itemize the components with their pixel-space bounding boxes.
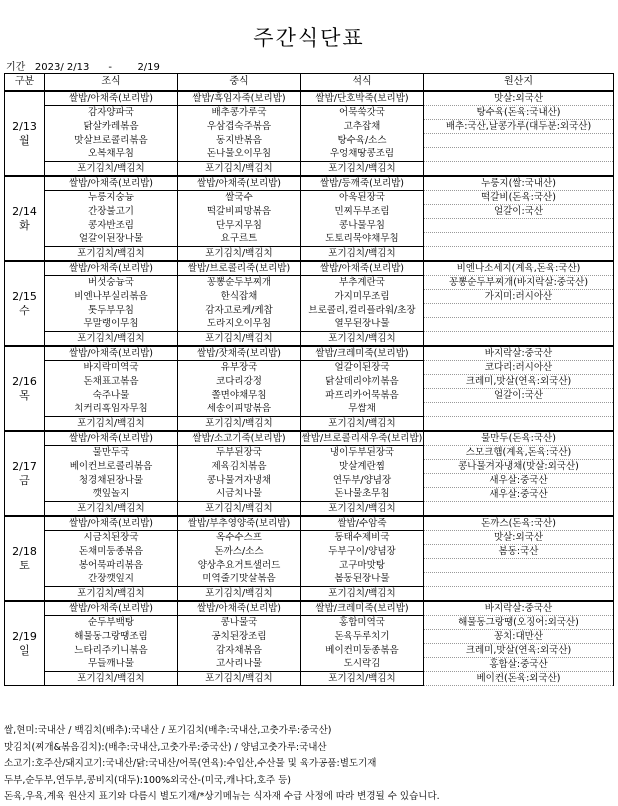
dinner-item: 두부구이/양념장 [301,545,424,559]
header-dinner: 석식 [301,74,424,92]
breakfast-item: 쌀밥/아채죽(보리밥) [45,346,178,361]
day-weekday: 월 [19,133,30,147]
dinner-item: 포기김치/백김치 [301,417,424,432]
period-range: 2023/ 2/13 - 2/19 [34,62,160,73]
dinner-item: 포기김치/백김치 [301,247,424,262]
day-date: 2/19 [12,629,37,643]
note-line: 돈육,우육,계육 원산지 표기와 다름시 별도기재/*상기메뉴는 식자재 수급 사정에 따라 변경될 수 있습니다. [4,791,440,802]
lunch-item: 돈나물오이무침 [178,148,301,162]
origin-item [424,573,614,587]
breakfast-item: 톳두부무침 [45,304,178,318]
day-label [5,346,45,431]
breakfast-item: 느타리주키니볶음 [45,644,178,658]
breakfast-item: 버섯숭늉국 [45,276,178,290]
lunch-item: 공치된장조림 [178,630,301,644]
origin-item: 홍합살:중국산 [424,658,614,672]
breakfast-item: 포기김치/백김치 [45,332,178,347]
menu-row [5,417,614,432]
breakfast-item: 오복채무침 [45,148,178,162]
origin-item [424,219,614,233]
menu-row [5,304,614,318]
lunch-item: 쌀밥/소고기죽(보리밥) [178,431,301,446]
dinner-item: 베이컨미둥종볶음 [301,644,424,658]
menu-row [5,531,614,545]
lunch-item: 포기김치/백김치 [178,332,301,347]
menu-row [5,318,614,332]
dinner-item: 쌀밥/아채죽(보리밥) [301,261,424,276]
breakfast-item: 순두부백탕 [45,616,178,630]
lunch-item: 세송이피망볶음 [178,403,301,417]
origin-item: 바지락살:중국산 [424,346,614,361]
dinner-item: 얼갈이된장국 [301,361,424,375]
breakfast-item: 쌀밥/아채죽(보리밥) [45,431,178,446]
origin-item: 스모크햄(계육,돈육:국산) [424,446,614,460]
lunch-item: 콩나물국 [178,616,301,630]
breakfast-item: 콩자반조림 [45,219,178,233]
lunch-item: 한식잡채 [178,290,301,304]
menu-row [5,205,614,219]
breakfast-item: 무들깨나물 [45,658,178,672]
lunch-item: 감자채볶음 [178,644,301,658]
menu-row [5,460,614,474]
breakfast-item: 봉어묵파리볶음 [45,559,178,573]
origin-item: 얼갈이:국산 [424,389,614,403]
dinner-item: 브로콜리,컬리플라워/초장 [301,304,424,318]
lunch-item: 시금치나물 [178,488,301,502]
period-line [6,58,160,73]
menu-row [5,332,614,347]
origin-item: 맛살:외국산 [424,531,614,545]
day-weekday: 화 [19,218,30,232]
menu-row [5,403,614,417]
dinner-item: 홍합미역국 [301,616,424,630]
menu-row [5,545,614,559]
origin-item: 바지락살:중국산 [424,601,614,616]
menu-row [5,375,614,389]
origin-item: 베이컨(돈육:외국산) [424,672,614,686]
note-line: 소고기:호주산/돼지고기:국내산/닭:국내산/어묵(연육):수입산,수산물 및 육가공품:별도기재 [4,758,377,769]
origin-item: 크레미,맛살(연육:외국산) [424,644,614,658]
menu-row [5,148,614,162]
menu-row [5,191,614,205]
day-weekday: 일 [19,643,30,657]
breakfast-item: 쌀밥/아채죽(보리밥) [45,516,178,531]
dinner-item: 파프리카어묵볶음 [301,389,424,403]
lunch-item: 쌀밥/브로콜리죽(보리밥) [178,261,301,276]
origin-item: 맛살:외국산 [424,91,614,106]
lunch-item: 쫄면야채무침 [178,389,301,403]
origin-item: 탕수육(돈육:국내산) [424,106,614,120]
menu-row [5,91,614,106]
lunch-item: 미역줄기맛살볶음 [178,573,301,587]
menu-row [5,630,614,644]
origin-item: 얼갈이:국산 [424,205,614,219]
menu-row [5,431,614,446]
day-label [5,516,45,601]
origin-item: 물만두(돈육:국산) [424,431,614,446]
breakfast-item: 포기김치/백김치 [45,417,178,432]
day-label [5,91,45,176]
origin-item [424,318,614,332]
breakfast-item: 쌀밥/아채죽(보리밥) [45,176,178,191]
dinner-item: 우엉채땅콩조림 [301,148,424,162]
dinner-item: 포기김치/백김치 [301,502,424,517]
lunch-item: 감자고로케/케찹 [178,304,301,318]
lunch-item: 포기김치/백김치 [178,417,301,432]
breakfast-item: 포기김치/백김치 [45,247,178,262]
breakfast-item: 포기김치/백김치 [45,672,178,686]
menu-row [5,290,614,304]
day-weekday: 수 [19,303,30,317]
note-line: 맛김치(찌개&볶음김치):(배추:국내산,고춧가루:중국산) / 양념고춧가루:국내산 [4,741,327,753]
lunch-item: 쌀밥/잣채죽(보리밥) [178,346,301,361]
lunch-item: 코다리강정 [178,375,301,389]
origin-item: 콩나물겨자냉채(맛살:외국산) [424,460,614,474]
breakfast-item: 누룽지숭늉 [45,191,178,205]
dinner-item: 연두부/양념장 [301,474,424,488]
menu-row [5,601,614,616]
menu-row [5,672,614,686]
lunch-item: 도라지오이무침 [178,318,301,332]
origin-item: 꽁치:대만산 [424,630,614,644]
origin-item: 비엔나소세지(계육,돈육:국산) [424,261,614,276]
dinner-item: 쌀밥/수암죽 [301,516,424,531]
notes [4,723,616,806]
origin-item: 돈까스(돈육:국산) [424,516,614,531]
menu-row [5,134,614,148]
dinner-item: 도토리묵야채무침 [301,233,424,247]
dinner-item: 도시락김 [301,658,424,672]
breakfast-item: 포기김치/백김치 [45,502,178,517]
dinner-item: 포기김치/백김치 [301,672,424,686]
menu-row [5,516,614,531]
breakfast-item: 시금치된장국 [45,531,178,545]
day-weekday: 토 [19,558,30,572]
day-weekday: 목 [19,388,30,402]
origin-item: 가지미:러시아산 [424,290,614,304]
dinner-item: 부추계란국 [301,276,424,290]
origin-item: 새우살:중국산 [424,488,614,502]
breakfast-item: 해물동그랑땡조림 [45,630,178,644]
lunch-item: 고사리나물 [178,658,301,672]
origin-item [424,417,614,432]
menu-body [5,91,614,686]
origin-item [424,502,614,517]
menu-row [5,658,614,672]
breakfast-item: 쌀밥/아채죽(보리밥) [45,91,178,106]
lunch-item: 옥수수스프 [178,531,301,545]
day-date: 2/17 [12,459,37,473]
dinner-item: 가지미무조림 [301,290,424,304]
breakfast-item: 무말랭이무침 [45,318,178,332]
day-date: 2/16 [12,374,37,388]
lunch-item: 양상추요거트샐러드 [178,559,301,573]
breakfast-item: 치커리흑임자무침 [45,403,178,417]
breakfast-item: 바지락미역국 [45,361,178,375]
menu-row [5,587,614,602]
dinner-item: 맛살계란찜 [301,460,424,474]
lunch-item: 쌀밥/아채죽(보리밥) [178,601,301,616]
lunch-item: 동지반볶음 [178,134,301,148]
menu-row [5,346,614,361]
dinner-item: 냉이두부된장국 [301,446,424,460]
day-label [5,176,45,261]
header-breakfast: 조식 [45,74,178,92]
menu-row [5,488,614,502]
dinner-item: 콩나물무침 [301,219,424,233]
breakfast-item: 포기김치/백김치 [45,162,178,177]
origin-item [424,559,614,573]
menu-row [5,502,614,517]
dinner-item: 포기김치/백김치 [301,332,424,347]
lunch-item: 포기김치/백김치 [178,672,301,686]
note-line: 두부,순두부,연두부,콩비지(대두):100%외국산-(미국,캐나다,호주 등) [4,774,291,786]
header-lunch: 중식 [178,74,301,92]
origin-item: 크레미,맛살(연육:외국산) [424,375,614,389]
menu-table [4,73,614,686]
lunch-item: 돈까스/소스 [178,545,301,559]
dinner-item: 돈나물초무침 [301,488,424,502]
menu-row [5,361,614,375]
lunch-item: 단무지무침 [178,219,301,233]
breakfast-item: 닭살카레볶음 [45,120,178,134]
lunch-item: 쌀밥/부추영양죽(보리밥) [178,516,301,531]
breakfast-item: 맛살브로콜리볶음 [45,134,178,148]
menu-row [5,573,614,587]
dinner-item: 쌀밥/크레미죽(보리밥) [301,346,424,361]
breakfast-item: 물만두국 [45,446,178,460]
lunch-item: 배추콩가루국 [178,106,301,120]
page-title: 주간식단표 [253,26,365,50]
day-weekday: 금 [19,473,30,487]
header-category: 구분 [5,74,45,92]
lunch-item: 포기김치/백김치 [178,162,301,177]
breakfast-item: 감자양파국 [45,106,178,120]
breakfast-item: 숙주나물 [45,389,178,403]
period-label: 기간 [6,62,26,73]
note-line: 쌀,현미:국내산 / 백김치(배추):국내산 / 포기김치(배추:국내산,고춧가루:중국산) [4,725,332,736]
lunch-item: 제육김치볶음 [178,460,301,474]
menu-row [5,106,614,120]
dinner-item: 쌀밥/브로콜리새우죽(보리밥) [301,432,423,444]
origin-item: 코다리:러시아산 [424,361,614,375]
breakfast-item: 돈채표고볶음 [45,375,178,389]
menu-row [5,616,614,630]
lunch-item: 떡갈비피망볶음 [178,205,301,219]
dinner-item: 어묵쑥갓국 [301,106,424,120]
menu-row [5,474,614,488]
day-label [5,261,45,346]
lunch-item: 꽁뽕순두부찌개 [178,276,301,290]
lunch-item: 쌀밥/아채죽(보리밥) [178,176,301,191]
breakfast-item: 청경채된장나물 [45,474,178,488]
breakfast-item: 돈채미둥종볶음 [45,545,178,559]
dinner-item: 봄동된장나물 [301,573,424,587]
lunch-item: 두부된장국 [178,446,301,460]
dinner-item: 고추잡채 [301,120,424,134]
dinner-item: 쌀밥/등깨죽(보리밥) [301,176,424,191]
origin-item: 배추:국산,날콩가루(대두분:외국산) [424,120,614,134]
menu-row [5,162,614,177]
origin-item: 떡갈비(돈육:국산) [424,191,614,205]
dinner-item: 포기김치/백김치 [301,162,424,177]
origin-item [424,162,614,177]
menu-row [5,233,614,247]
origin-item [424,148,614,162]
origin-item: 누룽지(쌀:국내산) [424,176,614,191]
day-label [5,431,45,516]
menu-row [5,247,614,262]
header-origin: 원산지 [424,74,614,92]
dinner-item: 무쌈채 [301,403,424,417]
menu-row [5,276,614,290]
lunch-item: 유부장국 [178,361,301,375]
breakfast-item: 비엔나부실리볶음 [45,290,178,304]
origin-item: 꽁뽕순두부찌개(바지락살:중국산) [424,276,614,290]
menu-row [5,446,614,460]
dinner-item: 닭살데리야끼볶음 [301,375,424,389]
breakfast-item: 쌀밥/아채죽(보리밥) [45,601,178,616]
dinner-item: 민찌두부조림 [301,205,424,219]
dinner-item: 열무된장나물 [301,318,424,332]
day-label [5,601,45,686]
dinner-item: 돈육두루치기 [301,630,424,644]
lunch-item: 우삼겹숙주볶음 [178,120,301,134]
origin-item [424,304,614,318]
origin-item: 해물동그랑땡(오징어:외국산) [424,616,614,630]
day-date: 2/15 [12,289,37,303]
breakfast-item: 베이컨브로콜리볶음 [45,460,178,474]
breakfast-item: 얼갈이된장나물 [45,233,178,247]
menu-row [5,176,614,191]
origin-item [424,332,614,347]
origin-item [424,233,614,247]
breakfast-item: 쌀밥/아채죽(보리밥) [45,261,178,276]
dinner-item: 동태수제비국 [301,531,424,545]
dinner-item: 쌀밥/단호박죽(보리밥) [301,91,424,106]
lunch-item: 쌀국수 [178,191,301,205]
day-date: 2/14 [12,204,37,218]
origin-item [424,247,614,262]
header-row [5,74,614,92]
day-date: 2/13 [12,119,37,133]
origin-item [424,134,614,148]
menu-row [5,261,614,276]
lunch-item: 콩나물겨자냉채 [178,474,301,488]
day-date: 2/18 [12,544,37,558]
breakfast-item: 간장깻잎지 [45,573,178,587]
origin-item [424,403,614,417]
dinner-item: 탕수육/소스 [301,134,424,148]
lunch-item: 포기김치/백김치 [178,587,301,602]
lunch-item: 포기김치/백김치 [178,502,301,517]
menu-row [5,219,614,233]
dinner-item: 고구마맛탕 [301,559,424,573]
dinner-item: 아욱된장국 [301,191,424,205]
origin-item: 새우살:중국산 [424,474,614,488]
menu-row [5,644,614,658]
dinner-item: 포기김치/백김치 [301,587,424,602]
lunch-item: 쌀밥/흑임자죽(보리밥) [178,91,301,106]
lunch-item: 포기김치/백김치 [178,247,301,262]
origin-item: 봄동:국산 [424,545,614,559]
menu-row [5,120,614,134]
origin-item [424,587,614,602]
breakfast-item: 포기김치/백김치 [45,587,178,602]
dinner-item: 쌀밥/크레미죽(보리밥) [301,601,424,616]
breakfast-item: 깻잎놀지 [45,488,178,502]
menu-row [5,389,614,403]
menu-row [5,559,614,573]
lunch-item: 요구르트 [178,233,301,247]
breakfast-item: 간장불고기 [45,205,178,219]
